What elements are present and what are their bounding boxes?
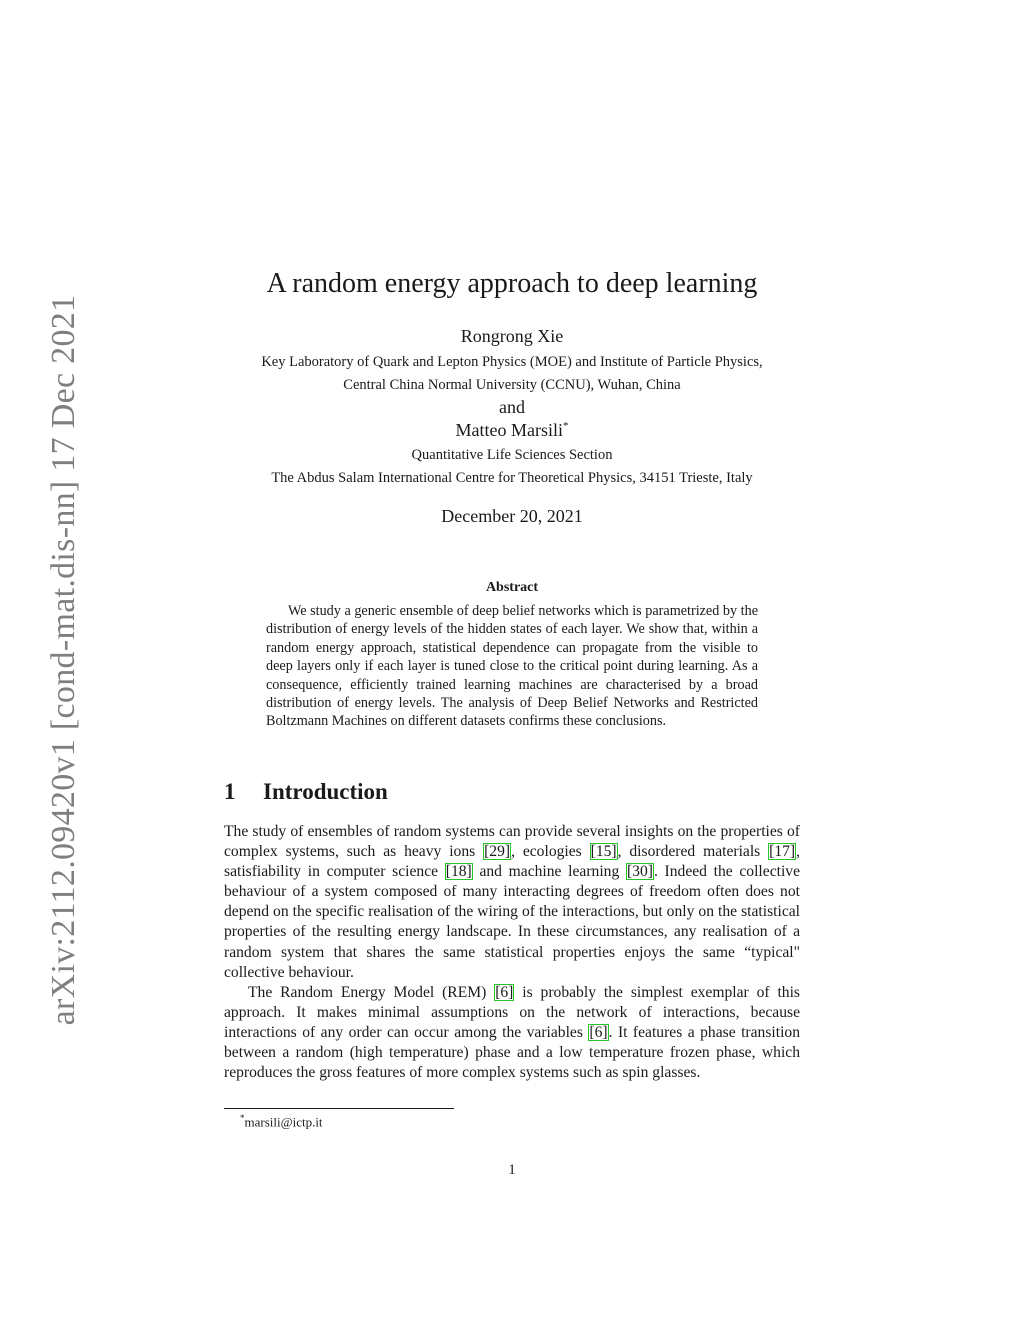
citation-link[interactable]: [30]	[626, 863, 653, 881]
author-name-1: Rongrong Xie	[460, 326, 564, 346]
citation-link[interactable]: [6]	[495, 984, 514, 1001]
footnote-marker-symbol: *	[240, 1113, 245, 1123]
citation-link[interactable]: [15]	[590, 843, 617, 861]
author-2-affiliation-line-1: Quantitative Life Sciences Section	[411, 447, 613, 463]
arxiv-identifier-stamp: arXiv:2112.09420v1 [cond-mat.dis-nn] 17 Dec 2021	[45, 294, 82, 1026]
footnote-marker: *	[562, 420, 569, 432]
footnote-email[interactable]: marsili@ictp.it	[244, 1114, 323, 1130]
paper-date: December 20, 2021	[441, 506, 583, 526]
author-name-2	[212, 420, 812, 441]
abstract-heading: Abstract	[485, 580, 539, 595]
section-title: Introduction	[263, 779, 388, 804]
abstract-text: We study a generic ensemble of deep belief networks which is parametrized by the distribution of energy levels of the hidden states of each layer. We show that, within a random energy approach, statistical dependence can propagate from the visible to deep layers only if each layer is tuned close to the critical point during learning. As a consequence, efficiently trained learning machines are characterised by a broad distribution of energy levels. The analysis of Deep Belief Networks and Restricted Boltzmann Machines on different datasets confirms these conclusions.	[266, 603, 758, 730]
intro-paragraph-2: The Random Energy Model (REM) [6] is probably the simplest exemplar of this approach. It makes minimal assumptions on the network of interactions, because interactions of any order can occur among the variables [6]. It features a phase transition between a random (high temperature) phase and a low temperature frozen phase, which reproduces the gross features of more complex systems such as spin glasses.	[224, 984, 801, 1082]
intro-paragraph-1: The study of ensembles of random systems can provide several insights on the properties of complex systems, such as heavy ions [29], ecologies [15], disordered materials [17], satisfiability in computer science [18] and machine learning [30]. Indeed the collective behaviour of a system composed of many interacting degrees of freedom often does not depend on the specific realisation of the wiring of the interactions, but only on the statistical properties of the resulting energy landscape. In these circumstances, any realisation of a random system that shares the same statistical properties enjoys the same “typical" collective behaviour.	[224, 823, 801, 981]
author-1-affiliation-line-1: Key Laboratory of Quark and Lepton Physics (MOE) and Institute of Particle Physics,	[261, 354, 763, 370]
page-number: 1	[508, 1162, 516, 1178]
author-2-affiliation-line-2: The Abdus Salam International Centre for Theoretical Physics, 34151 Trieste, Italy	[271, 470, 753, 486]
citation-link[interactable]: [29]	[484, 843, 511, 861]
author-1-affiliation-line-2: Central China Normal University (CCNU), Wuhan, China	[343, 377, 681, 393]
author-2-name-text: Matteo Marsili	[455, 420, 563, 440]
paper-title: A random energy approach to deep learning	[266, 268, 758, 299]
section-heading	[224, 779, 388, 805]
footnote	[240, 1113, 323, 1130]
section-number: 1	[224, 779, 236, 804]
citation-link[interactable]: [17]	[769, 843, 796, 861]
citation-link[interactable]: [18]	[445, 863, 472, 881]
citation-link[interactable]: [6]	[589, 1024, 608, 1042]
and-separator: and	[499, 397, 525, 417]
footnote-rule	[224, 1108, 454, 1109]
